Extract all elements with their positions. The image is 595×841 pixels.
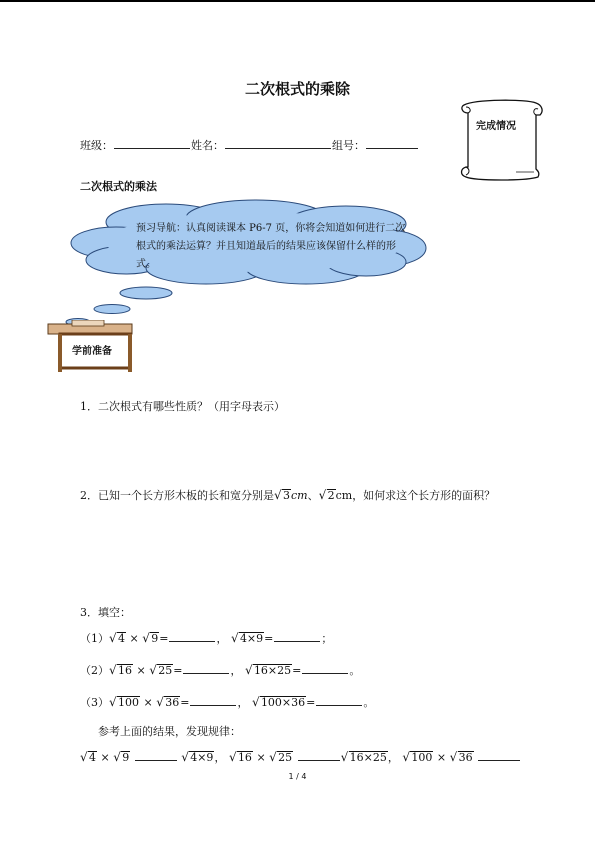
q2-radicand-2: 2 (327, 489, 335, 502)
sqrt-symbol (113, 751, 130, 764)
class-label: 班级： (80, 139, 113, 152)
sqrt-symbol (142, 632, 159, 645)
radicand: 9 (151, 632, 159, 645)
row-number: （3） (80, 696, 109, 709)
sqrt-symbol (80, 751, 97, 764)
sqrt-symbol (319, 489, 336, 502)
equals-sign: = (264, 632, 274, 645)
times-sign: × (100, 751, 110, 764)
comma: ， (214, 751, 226, 764)
sqrt-symbol (252, 696, 306, 709)
radicand: 100 (411, 751, 433, 764)
sqrt-symbol (229, 751, 253, 764)
answer-blank[interactable] (274, 629, 320, 642)
top-rule (0, 0, 595, 2)
equals-sign: = (173, 664, 183, 677)
radicand: 16×25 (253, 664, 292, 677)
sqrt-symbol (269, 751, 293, 764)
times-sign: × (143, 696, 153, 709)
answer-blank[interactable] (183, 661, 229, 674)
radicand: 4×9 (190, 751, 214, 764)
completion-badge-label: 完成情况 (476, 121, 516, 132)
rule-blank[interactable] (478, 748, 520, 761)
times-sign: × (436, 751, 447, 764)
row-end-punct: 。 (349, 664, 361, 677)
radicand: 100×36 (260, 696, 306, 709)
question-2 (80, 487, 495, 503)
sqrt-symbol (149, 664, 173, 677)
sqrt-symbol (245, 664, 292, 677)
pre-study-label: 学前准备 (72, 346, 112, 357)
q2-radicand-1: 3 (283, 489, 290, 502)
section-title: 二次根式的乘法 (80, 180, 157, 193)
sqrt-symbol (231, 632, 264, 645)
radicand: 36 (458, 751, 473, 764)
equals-sign: = (306, 696, 316, 709)
row-number: （2） (80, 664, 109, 677)
question-1: 1．二次根式有哪些性质？（用字母表示） (80, 400, 285, 413)
radicand: 16×25 (349, 751, 387, 764)
times-sign: × (129, 632, 139, 645)
student-info-line (80, 136, 419, 153)
name-label: 姓名： (191, 139, 224, 152)
rule-prompt: 参考上面的结果，发现规律： (98, 725, 241, 738)
sqrt-symbol (450, 751, 474, 764)
q2-separator: 、 (307, 489, 319, 502)
radicand: 16 (237, 751, 252, 764)
page-title: 二次根式的乘除 (244, 80, 350, 98)
radicand: 100 (118, 696, 139, 709)
answer-blank[interactable] (316, 693, 362, 706)
sqrt-symbol (109, 632, 126, 645)
preview-guide-text: 预习导航：认真阅读课本 P6-7 页，你将会知道如何进行二次根式的乘法运算？并且知道最后的结果应该保留什么样的形式。 (136, 223, 406, 270)
row-end-punct: 。 (363, 696, 375, 709)
answer-blank[interactable] (302, 661, 348, 674)
sqrt-symbol (274, 489, 291, 502)
rule-blank[interactable] (135, 748, 177, 761)
radicand: 4 (118, 632, 125, 645)
equals-sign: = (159, 632, 169, 645)
answer-blank[interactable] (190, 693, 236, 706)
q2-text-after: ，如何求这个长方形的面积？ (352, 489, 496, 502)
comma: ， (230, 664, 242, 677)
equals-sign: = (180, 696, 190, 709)
comma: ， (387, 751, 399, 764)
comma: ， (237, 696, 249, 709)
q2-text-before: 2．已知一个长方形木板的长和宽分别是 (80, 489, 274, 502)
sqrt-symbol (402, 751, 433, 764)
rule-line (80, 748, 521, 765)
sqrt-symbol (109, 664, 133, 677)
answer-blank[interactable] (169, 629, 215, 642)
group-blank[interactable] (366, 136, 418, 149)
sqrt-symbol (341, 751, 388, 764)
fill-row-1 (80, 629, 332, 646)
rule-blank[interactable] (298, 748, 340, 761)
radicand: 25 (278, 751, 293, 764)
times-sign: × (256, 751, 266, 764)
fill-row-2 (80, 661, 360, 678)
equals-sign: = (292, 664, 302, 677)
group-label: 组号： (332, 139, 365, 152)
radicand: 9 (122, 751, 130, 764)
question-3-heading: 3．填空： (80, 606, 131, 619)
name-blank[interactable] (225, 136, 331, 149)
fill-row-3 (80, 693, 374, 710)
radicand: 16 (118, 664, 132, 677)
row-end-punct: ； (321, 632, 333, 645)
scroll-icon (456, 99, 546, 181)
sqrt-symbol (181, 751, 214, 764)
class-blank[interactable] (114, 136, 190, 149)
row-number: （1） (80, 632, 109, 645)
radicand: 4 (89, 751, 96, 764)
page-number: 1 / 4 (288, 772, 307, 781)
sqrt-symbol (156, 696, 180, 709)
radicand: 4×9 (239, 632, 264, 645)
q2-unit-1: cm (291, 489, 308, 502)
q2-unit-2: cm (335, 489, 353, 502)
comma: ， (216, 632, 228, 645)
radicand: 36 (165, 696, 180, 709)
radicand: 25 (158, 664, 173, 677)
times-sign: × (136, 664, 146, 677)
sqrt-symbol (109, 696, 140, 709)
